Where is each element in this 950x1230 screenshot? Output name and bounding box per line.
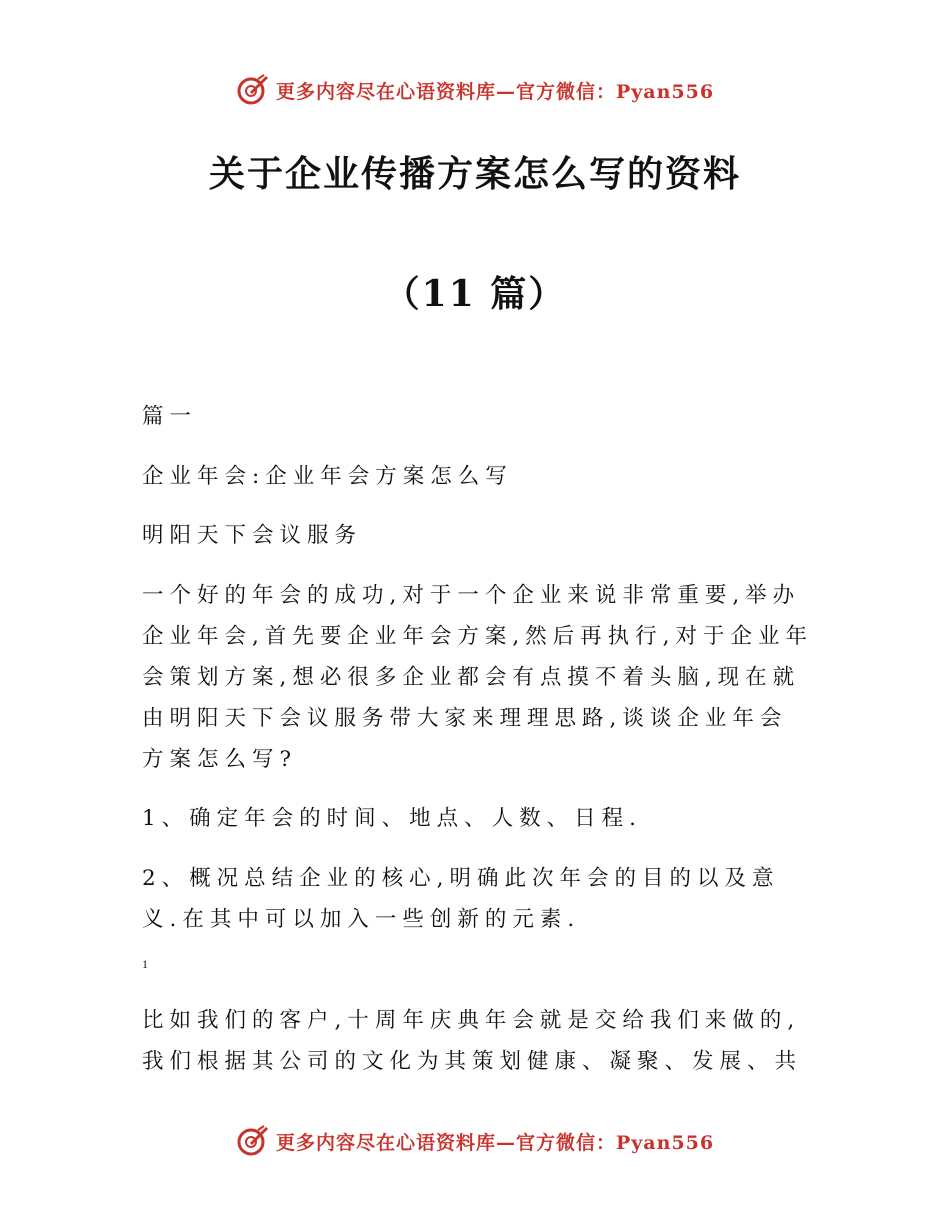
paragraph-block xyxy=(142,456,814,497)
paragraph-block xyxy=(142,515,814,556)
header-banner xyxy=(0,70,950,110)
paragraph: 1、确定年会的时间、地点、人数、日程. xyxy=(142,806,643,831)
paragraph-block xyxy=(142,858,814,940)
quill-logo-icon xyxy=(236,73,270,107)
page-number: 1 xyxy=(142,957,148,971)
quill-logo-icon xyxy=(236,1124,270,1158)
paragraph-block xyxy=(142,1000,814,1082)
banner-text: 更多内容尽在心语资料库—官方微信：Pyan556 xyxy=(275,1131,715,1154)
paragraph: 比如我们的客户,十周年庆典年会就是交给我们来做的,我们根据其公司的文化为其策划健康、凝聚、发展、共 xyxy=(142,1008,803,1074)
paragraph: 企业年会:企业年会方案怎么写 xyxy=(142,464,513,489)
banner-text: 更多内容尽在心语资料库—官方微信：Pyan556 xyxy=(275,80,715,103)
footer-banner xyxy=(0,1121,950,1161)
document-subtitle: （11 篇） xyxy=(383,273,567,315)
section-heading xyxy=(142,396,814,437)
document-title: 关于企业传播方案怎么写的资料 xyxy=(208,153,741,195)
paragraph: 明阳天下会议服务 xyxy=(142,523,363,548)
paragraph: 篇一 xyxy=(142,404,198,429)
paragraph-block xyxy=(142,798,814,839)
paragraph: 2、概况总结企业的核心,明确此次年会的目的以及意义.在其中可以加入一些创新的元素. xyxy=(142,866,780,932)
paragraph: 一个好的年会的成功,对于一个企业来说非常重要,举办企业年会,首先要企业年会方案,然后再执行,对于企业年会策划方案,想必很多企业都会有点摸不着头脑,现在就由明阳天下会议服务带大家来理理思路,谈谈企业年会方案怎么写? xyxy=(142,583,814,772)
paragraph-block xyxy=(142,575,814,780)
